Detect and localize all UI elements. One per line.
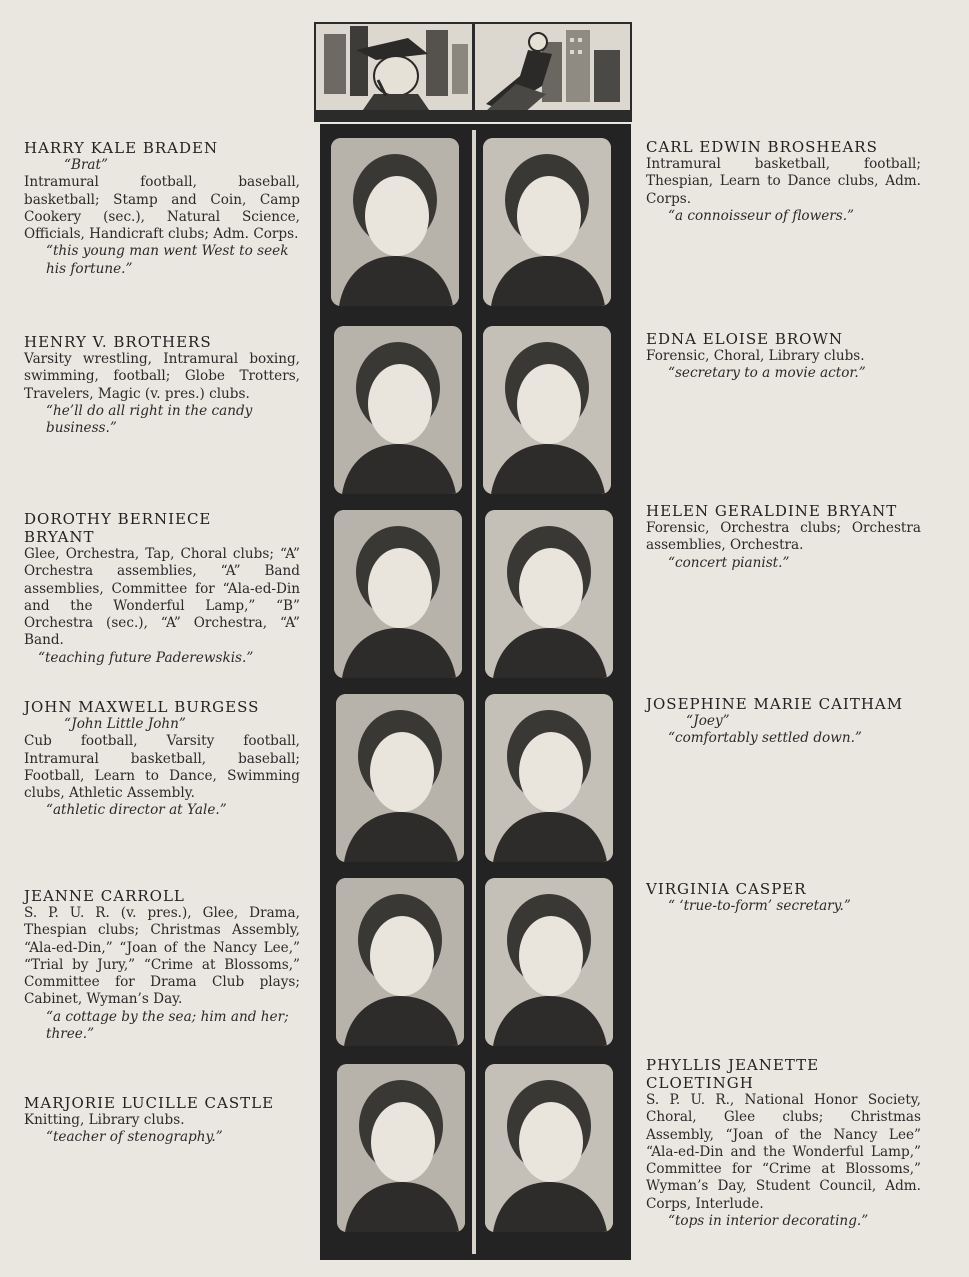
student-quote: “ ‘true-to-form’ secretary.” [668, 898, 851, 914]
entry-henry-v-brothers [24, 333, 300, 437]
portrait-photo [337, 1064, 465, 1232]
portrait-silhouette [485, 694, 613, 862]
student-name: HARRY KALE BRADEN [24, 139, 219, 157]
student-activities: S. P. U. R. (v. pres.), Glee, Drama, Thespian clubs; Christmas Assembly, “Ala-ed-Din,” “Joan of the Nancy Lee,” “Trial by Jury,” “Crime at Blossoms,” Committee for Drama Club plays; Cabinet, Wyman’s Day. [24, 905, 300, 1008]
student-name: VIRGINIA CASPER [646, 880, 807, 898]
student-quote: “this young man went West to seek his fortune.” [46, 243, 289, 277]
entry-marjorie-lucille-castle [24, 1094, 300, 1147]
portrait-photo [483, 326, 611, 494]
student-quote: “he’ll do all right in the candy business.” [46, 402, 253, 437]
photo-strip [320, 124, 631, 1260]
student-activities: Forensic, Choral, Library clubs. [646, 348, 865, 364]
portrait-silhouette [485, 878, 613, 1046]
entry-john-maxwell-burgess [24, 698, 300, 820]
entry-harry-kale-braden [24, 139, 300, 278]
student-nickname: “John Little John” [64, 716, 186, 732]
portrait-photo [336, 878, 464, 1046]
student-activities: Intramural basketball, football; Thespian, Learn to Dance clubs, Adm. Corps. [646, 156, 921, 207]
student-quote: “a connoisseur of flowers.” [668, 207, 854, 224]
student-name: DOROTHY BERNIECE BRYANT [24, 510, 212, 546]
portrait-silhouette [336, 694, 464, 862]
student-quote: “teaching future Paderewskis.” [38, 649, 254, 666]
portrait-photo [485, 510, 613, 678]
portrait-photo [334, 510, 462, 678]
student-activities: Knitting, Library clubs. [24, 1112, 185, 1128]
student-name: MARJORIE LUCILLE CASTLE [24, 1094, 275, 1112]
student-activities: Intramural football, baseball, basketball; Stamp and Coin, Camp Cookery (sec.), Natural Science, Officials, Handicraft clubs; Adm. Corps. [24, 174, 300, 243]
student-quote: “athletic director at Yale.” [46, 802, 227, 819]
illustration-banner [314, 22, 632, 122]
student-quote: “tops in interior decorating.” [668, 1213, 869, 1230]
student-quote: “comfortably settled down.” [668, 730, 862, 747]
student-name: EDNA ELOISE BROWN [646, 330, 843, 348]
portrait-silhouette [337, 1064, 465, 1232]
portrait-silhouette [334, 326, 462, 494]
portrait-silhouette [334, 510, 462, 678]
portrait-photo [485, 878, 613, 1046]
student-quote: “secretary to a movie actor.” [668, 365, 866, 382]
portrait-silhouette [331, 138, 459, 306]
student-activities: Forensic, Orchestra clubs; Orchestra assemblies, Orchestra. [646, 520, 921, 554]
portrait-photo [483, 138, 611, 306]
student-name: HELEN GERALDINE BRYANT [646, 502, 898, 520]
portrait-silhouette [485, 510, 613, 678]
student-quote: “concert pianist.” [668, 554, 790, 571]
portrait-silhouette [336, 878, 464, 1046]
student-activities: Varsity wrestling, Intramural boxing, swimming, football; Globe Trotters, Travelers, Magic (v. pres.) clubs. [24, 351, 300, 402]
student-name: CARL EDWIN BROSHEARS [646, 138, 878, 156]
student-name: JOHN MAXWELL BURGESS [24, 698, 260, 716]
student-quote: “a cottage by the sea; him and her; three.” [46, 1008, 289, 1043]
entry-edna-eloise-brown [646, 330, 921, 383]
portrait-silhouette [485, 1064, 613, 1232]
entry-phyllis-jeanette-cloetingh [646, 1056, 921, 1230]
student-name: PHYLLIS JEANETTE CLOETINGH [646, 1056, 820, 1092]
student-quote: “teacher of stenography.” [46, 1129, 223, 1146]
portrait-silhouette [483, 138, 611, 306]
student-name: JOSEPHINE MARIE CAITHAM [646, 695, 904, 713]
entry-helen-geraldine-bryant [646, 502, 921, 572]
entry-carl-edwin-broshears [646, 138, 921, 225]
cityscape-illustration [316, 24, 630, 120]
portrait-photo [485, 694, 613, 862]
student-activities: S. P. U. R., National Honor Society, Choral, Glee clubs; Christmas Assembly, “Joan of the Nancy Lee” “Ala-ed-Din and the Wonderful Lamp,” Committee for “Crime at Blossoms,” Wyman’s Day, Student Council, Adm. Corps, Interlude. [646, 1092, 921, 1212]
entry-virginia-casper [646, 880, 921, 915]
student-nickname: “Brat” [64, 157, 108, 173]
strip-divider [472, 130, 476, 1254]
portrait-photo [336, 694, 464, 862]
student-activities: Glee, Orchestra, Tap, Choral clubs; “A” Orchestra assemblies, “A” Band assemblies, Committee for “Ala-ed-Din and the Wonderful Lamp,” “B” Orchestra (sec.), “A” Orchestra, “A” Band. [24, 546, 300, 649]
entry-jeanne-carroll [24, 887, 300, 1043]
student-nickname: “Joey” [686, 713, 730, 729]
entry-dorothy-berniece-bryant [24, 510, 300, 667]
portrait-photo [331, 138, 459, 306]
entry-josephine-marie-caitham [646, 695, 921, 748]
portrait-photo [485, 1064, 613, 1232]
portrait-silhouette [483, 326, 611, 494]
portrait-photo [334, 326, 462, 494]
student-name: HENRY V. BROTHERS [24, 333, 212, 351]
student-activities: Cub football, Varsity football, Intramural basketball, baseball; Football, Learn to Dance, Swimming clubs, Athletic Assembly. [24, 733, 300, 802]
student-name: JEANNE CARROLL [24, 887, 185, 905]
